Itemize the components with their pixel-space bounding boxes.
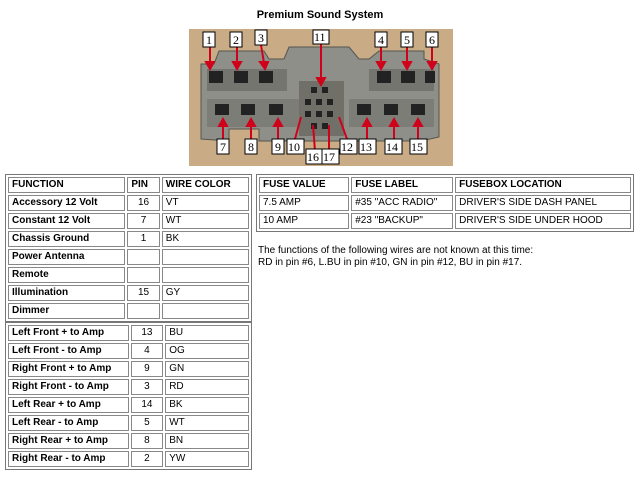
table-row — [8, 325, 249, 341]
pin-cell: 13 — [131, 325, 164, 341]
pin-label-7: 7 — [220, 140, 226, 154]
function-cell: Left Front + to Amp — [8, 325, 129, 341]
function-cell: Right Front - to Amp — [8, 379, 129, 395]
pin-cell: 8 — [131, 433, 164, 449]
note-line: The functions of the following wires are not known at this time: — [258, 245, 534, 256]
function-cell: Left Rear - to Amp — [8, 415, 129, 431]
pin-label-6: 6 — [429, 33, 435, 47]
pin-cell: 2 — [131, 451, 164, 467]
header-cell: WIRE COLOR — [162, 177, 249, 193]
wire-color-cell: WT — [162, 213, 249, 229]
pin-label-11: 11 — [314, 30, 326, 44]
table-row — [8, 231, 249, 247]
table-row — [8, 213, 249, 229]
pin-label-2: 2 — [233, 33, 239, 47]
pin-cell: 15 — [127, 285, 159, 301]
page-title: Premium Sound System — [256, 9, 384, 21]
pin-label-17: 17 — [323, 150, 335, 164]
pin-label-13: 13 — [360, 140, 372, 154]
pin-cell: 9 — [131, 361, 164, 377]
fusebox-location-cell: DRIVER'S SIDE DASH PANEL — [455, 195, 631, 211]
function-cell: Left Front - to Amp — [8, 343, 129, 359]
pin-cell — [127, 303, 159, 319]
pin-cell: 3 — [131, 379, 164, 395]
fuse-value-cell: 7.5 AMP — [259, 195, 349, 211]
pin-cell: 16 — [127, 195, 159, 211]
pin-cell: 1 — [127, 231, 159, 247]
table-row — [8, 379, 249, 395]
pin-label-9: 9 — [275, 140, 281, 154]
table-row — [8, 451, 249, 467]
wire-color-cell: BN — [165, 433, 249, 449]
function-cell: Right Front + to Amp — [8, 361, 129, 377]
amp-table — [5, 322, 252, 470]
table-row — [8, 361, 249, 377]
fuse-table — [256, 174, 634, 232]
table-row — [259, 213, 631, 229]
function-cell: Chassis Ground — [8, 231, 125, 247]
table-row — [8, 433, 249, 449]
pin-label-3: 3 — [258, 31, 264, 45]
wire-color-cell: GN — [165, 361, 249, 377]
header-cell: FUSEBOX LOCATION — [455, 177, 631, 193]
pin-cell — [127, 249, 159, 265]
function-cell: Dimmer — [8, 303, 125, 319]
fuse-label-cell: #23 "BACKUP" — [351, 213, 453, 229]
note-line: RD in pin #6, L.BU in pin #10, GN in pin #12, BU in pin #17. — [258, 257, 523, 268]
function-cell: Power Antenna — [8, 249, 125, 265]
fusebox-location-cell: DRIVER'S SIDE UNDER HOOD — [455, 213, 631, 229]
table-row — [8, 303, 249, 319]
table-row — [8, 415, 249, 431]
pin-label-15: 15 — [411, 140, 423, 154]
header-cell: FUSE LABEL — [351, 177, 453, 193]
pin-label-16: 16 — [307, 150, 319, 164]
pin-label-4: 4 — [378, 33, 384, 47]
pin-cell — [127, 267, 159, 283]
table-row — [8, 343, 249, 359]
pin-label-8: 8 — [248, 140, 254, 154]
wire-color-cell: YW — [165, 451, 249, 467]
fuse-value-cell: 10 AMP — [259, 213, 349, 229]
pin-label-5: 5 — [404, 33, 410, 47]
table-row — [8, 397, 249, 413]
function-table — [5, 174, 252, 322]
wire-color-cell: GY — [162, 285, 249, 301]
wire-color-cell — [162, 267, 249, 283]
unknown-wires-note — [258, 245, 533, 269]
header-cell: FUNCTION — [8, 177, 125, 193]
pin-cell: 7 — [127, 213, 159, 229]
wire-color-cell: OG — [165, 343, 249, 359]
wire-color-cell: BK — [165, 397, 249, 413]
function-cell: Right Rear + to Amp — [8, 433, 129, 449]
pin-label-14: 14 — [386, 140, 398, 154]
fuse-label-cell: #35 "ACC RADIO" — [351, 195, 453, 211]
pin-cell: 5 — [131, 415, 164, 431]
table-row — [259, 195, 631, 211]
table-row — [8, 249, 249, 265]
function-cell: Left Rear + to Amp — [8, 397, 129, 413]
function-cell: Accessory 12 Volt — [8, 195, 125, 211]
pin-label-1: 1 — [206, 33, 212, 47]
function-cell: Constant 12 Volt — [8, 213, 125, 229]
function-cell: Remote — [8, 267, 125, 283]
table-row — [8, 195, 249, 211]
function-cell: Illumination — [8, 285, 125, 301]
table-row — [8, 285, 249, 301]
wire-color-cell — [162, 249, 249, 265]
wire-color-cell: BK — [162, 231, 249, 247]
header-cell: PIN — [127, 177, 159, 193]
wire-color-cell: RD — [165, 379, 249, 395]
wire-color-cell: WT — [165, 415, 249, 431]
wire-color-cell: VT — [162, 195, 249, 211]
pin-label-10: 10 — [288, 140, 300, 154]
table-header-row — [8, 177, 249, 193]
table-row — [8, 267, 249, 283]
header-cell: FUSE VALUE — [259, 177, 349, 193]
wire-color-cell: BU — [165, 325, 249, 341]
connector-photo — [189, 29, 453, 166]
pin-cell: 4 — [131, 343, 164, 359]
wire-color-cell — [162, 303, 249, 319]
pin-label-12: 12 — [341, 140, 353, 154]
function-cell: Right Rear - to Amp — [8, 451, 129, 467]
table-header-row — [259, 177, 631, 193]
pin-cell: 14 — [131, 397, 164, 413]
